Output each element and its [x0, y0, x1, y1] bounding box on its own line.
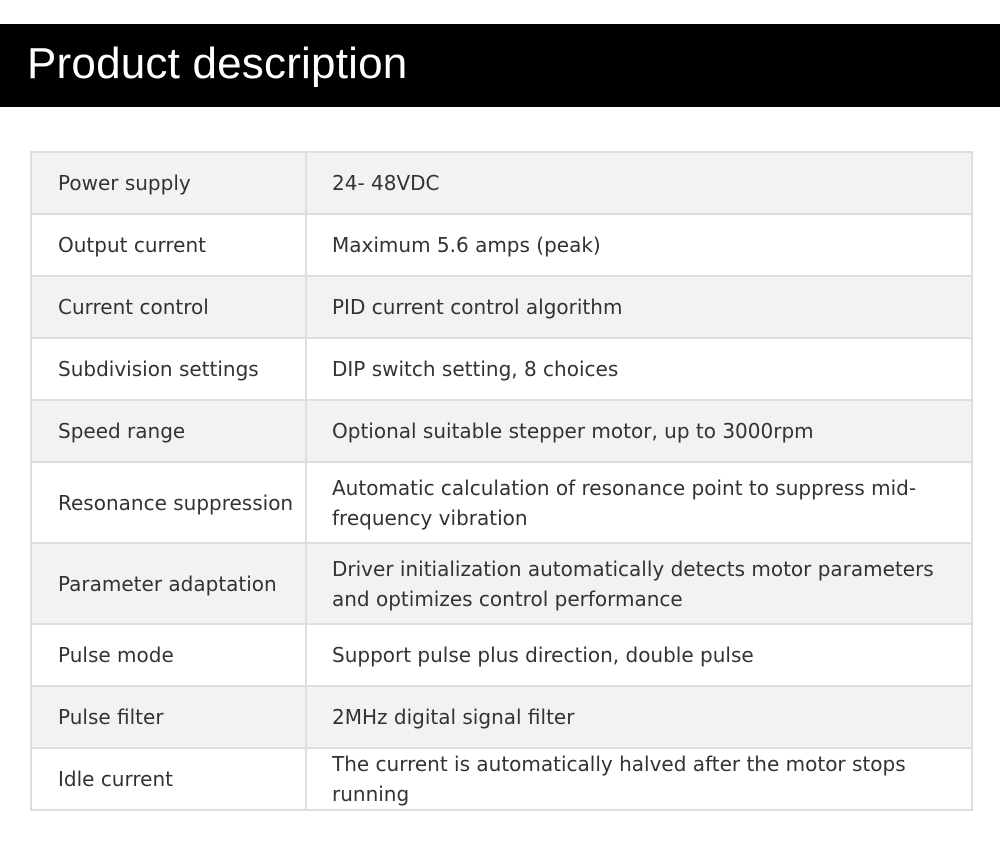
spec-value: The current is automatically halved after the motor stops running — [306, 748, 972, 810]
spec-label: Parameter adaptation — [31, 543, 306, 624]
page-title: Product description — [27, 39, 408, 88]
spec-value: 2MHz digital signal filter — [306, 686, 972, 748]
table-row — [31, 462, 972, 543]
spec-value: DIP switch setting, 8 choices — [306, 338, 972, 400]
table-row — [31, 686, 972, 748]
spec-label: Current control — [31, 276, 306, 338]
spec-label: Power supply — [31, 152, 306, 214]
spec-label: Pulse filter — [31, 686, 306, 748]
header-banner — [0, 24, 1000, 107]
spec-label: Speed range — [31, 400, 306, 462]
spec-label: Subdivision settings — [31, 338, 306, 400]
table-row — [31, 276, 972, 338]
spec-value: Driver initialization automatically detects motor parameters and optimizes control performance — [306, 543, 972, 624]
spec-value: Optional suitable stepper motor, up to 3000rpm — [306, 400, 972, 462]
spec-label: Output current — [31, 214, 306, 276]
spec-value: Maximum 5.6 amps (peak) — [306, 214, 972, 276]
spec-value: 24- 48VDC — [306, 152, 972, 214]
table-row — [31, 543, 972, 624]
table-row — [31, 338, 972, 400]
table-row — [31, 214, 972, 276]
table-row — [31, 624, 972, 686]
spec-label: Idle current — [31, 748, 306, 810]
spec-value: PID current control algorithm — [306, 276, 972, 338]
table-row — [31, 152, 972, 214]
spec-label: Resonance suppression — [31, 462, 306, 543]
table-row — [31, 748, 972, 810]
spec-value: Automatic calculation of resonance point to suppress mid-frequency vibration — [306, 462, 972, 543]
spec-table — [30, 151, 973, 811]
spec-label: Pulse mode — [31, 624, 306, 686]
table-row — [31, 400, 972, 462]
spec-value: Support pulse plus direction, double pulse — [306, 624, 972, 686]
